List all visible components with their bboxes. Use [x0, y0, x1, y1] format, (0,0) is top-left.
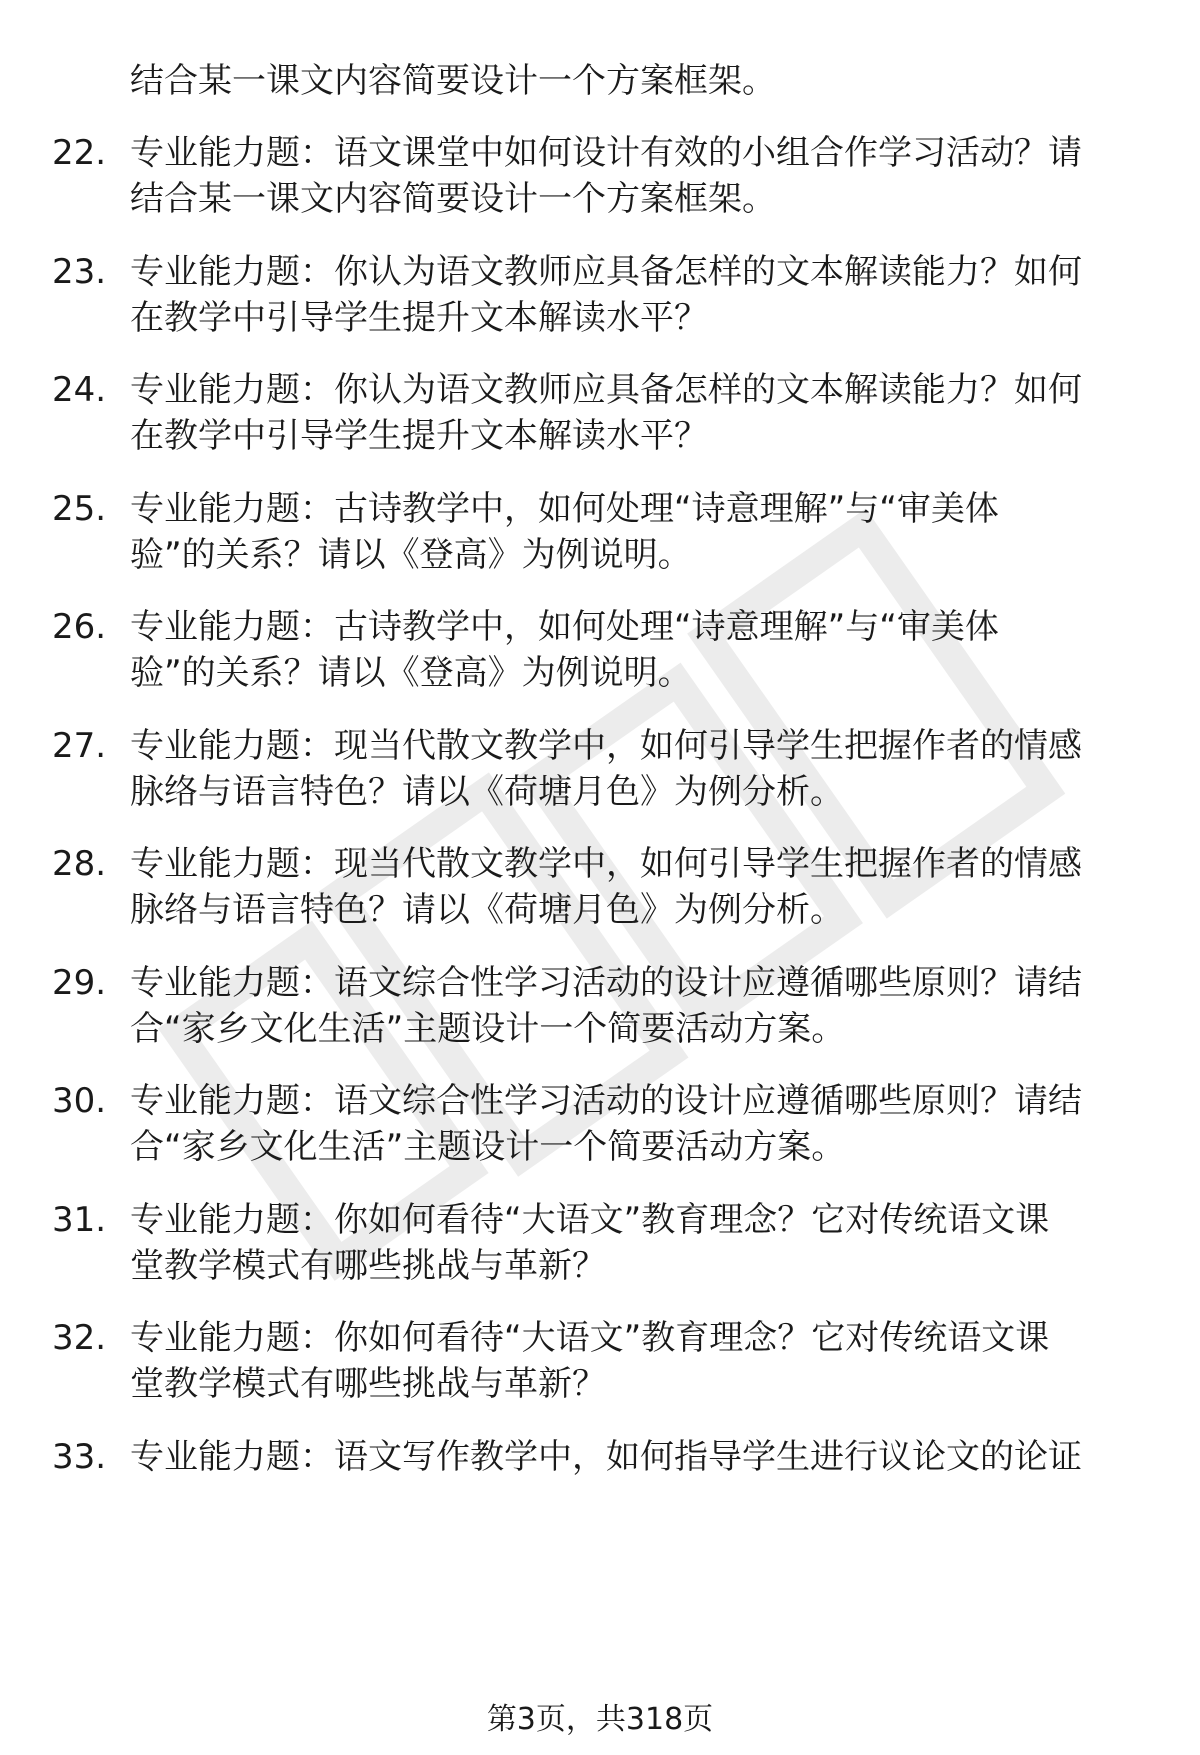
question-line: 专业能力题：你认为语文教师应具备怎样的文本解读能力？如何: [130, 251, 1082, 292]
question-line: 堂教学模式有哪些挑战与革新？: [130, 1245, 606, 1286]
question-line: 脉络与语言特色？请以《荷塘月色》为例分析。: [130, 771, 844, 812]
question-line: 专业能力题：语文综合性学习活动的设计应遵循哪些原则？请结: [130, 962, 1082, 1003]
question-line: 结合某一课文内容简要设计一个方案框架。: [130, 179, 776, 219]
question-line: 合“家乡文化生活”主题设计一个简要活动方案。: [130, 1008, 846, 1049]
question-line: 堂教学模式有哪些挑战与革新？: [130, 1364, 606, 1404]
question-line: 专业能力题：现当代散文教学中，如何引导学生把握作者的情感: [130, 844, 1082, 884]
question-line: 专业能力题：古诗教学中，如何处理“诗意理解”与“审美体: [130, 488, 999, 529]
question-line: 专业能力题：语文综合性学习活动的设计应遵循哪些原则？请结: [130, 1081, 1082, 1121]
question-line: 在教学中引导学生提升文本解读水平？: [130, 297, 708, 338]
question-number: 32.: [52, 1318, 107, 1358]
question-number: 22.: [52, 133, 107, 173]
question-line: 在教学中引导学生提升文本解读水平？: [130, 416, 708, 456]
question-number: 28.: [52, 844, 107, 884]
question-line: 验”的关系？请以《登高》为例说明。: [130, 653, 692, 693]
question-number: 27.: [52, 725, 107, 766]
question-line: 脉络与语言特色？请以《荷塘月色》为例分析。: [130, 890, 844, 930]
question-number: 31.: [52, 1199, 107, 1240]
question-number: 23.: [52, 251, 107, 292]
question-number: 33.: [52, 1436, 107, 1477]
question-line: 专业能力题：你如何看待“大语文”教育理念？它对传统语文课: [130, 1318, 1050, 1358]
question-number: 25.: [52, 488, 107, 529]
question-line: 专业能力题：你如何看待“大语文”教育理念？它对传统语文课: [130, 1199, 1050, 1240]
question-number: 30.: [52, 1081, 107, 1121]
continuation-line: 结合某一课文内容简要设计一个方案框架。: [130, 61, 776, 101]
question-number: 26.: [52, 607, 107, 647]
question-number: 29.: [52, 962, 107, 1003]
question-line: 专业能力题：语文写作教学中，如何指导学生进行议论文的论证: [130, 1436, 1082, 1477]
question-line: 专业能力题：语文课堂中如何设计有效的小组合作学习活动？请: [130, 133, 1082, 173]
question-line: 专业能力题：你认为语文教师应具备怎样的文本解读能力？如何: [130, 370, 1082, 410]
question-line: 专业能力题：现当代散文教学中，如何引导学生把握作者的情感: [130, 725, 1082, 766]
question-line: 专业能力题：古诗教学中，如何处理“诗意理解”与“审美体: [130, 607, 999, 647]
question-number: 24.: [52, 370, 107, 410]
page-number: 第3页，共318页: [486, 1702, 714, 1737]
question-line: 验”的关系？请以《登高》为例说明。: [130, 534, 692, 575]
question-line: 合“家乡文化生活”主题设计一个简要活动方案。: [130, 1127, 846, 1167]
